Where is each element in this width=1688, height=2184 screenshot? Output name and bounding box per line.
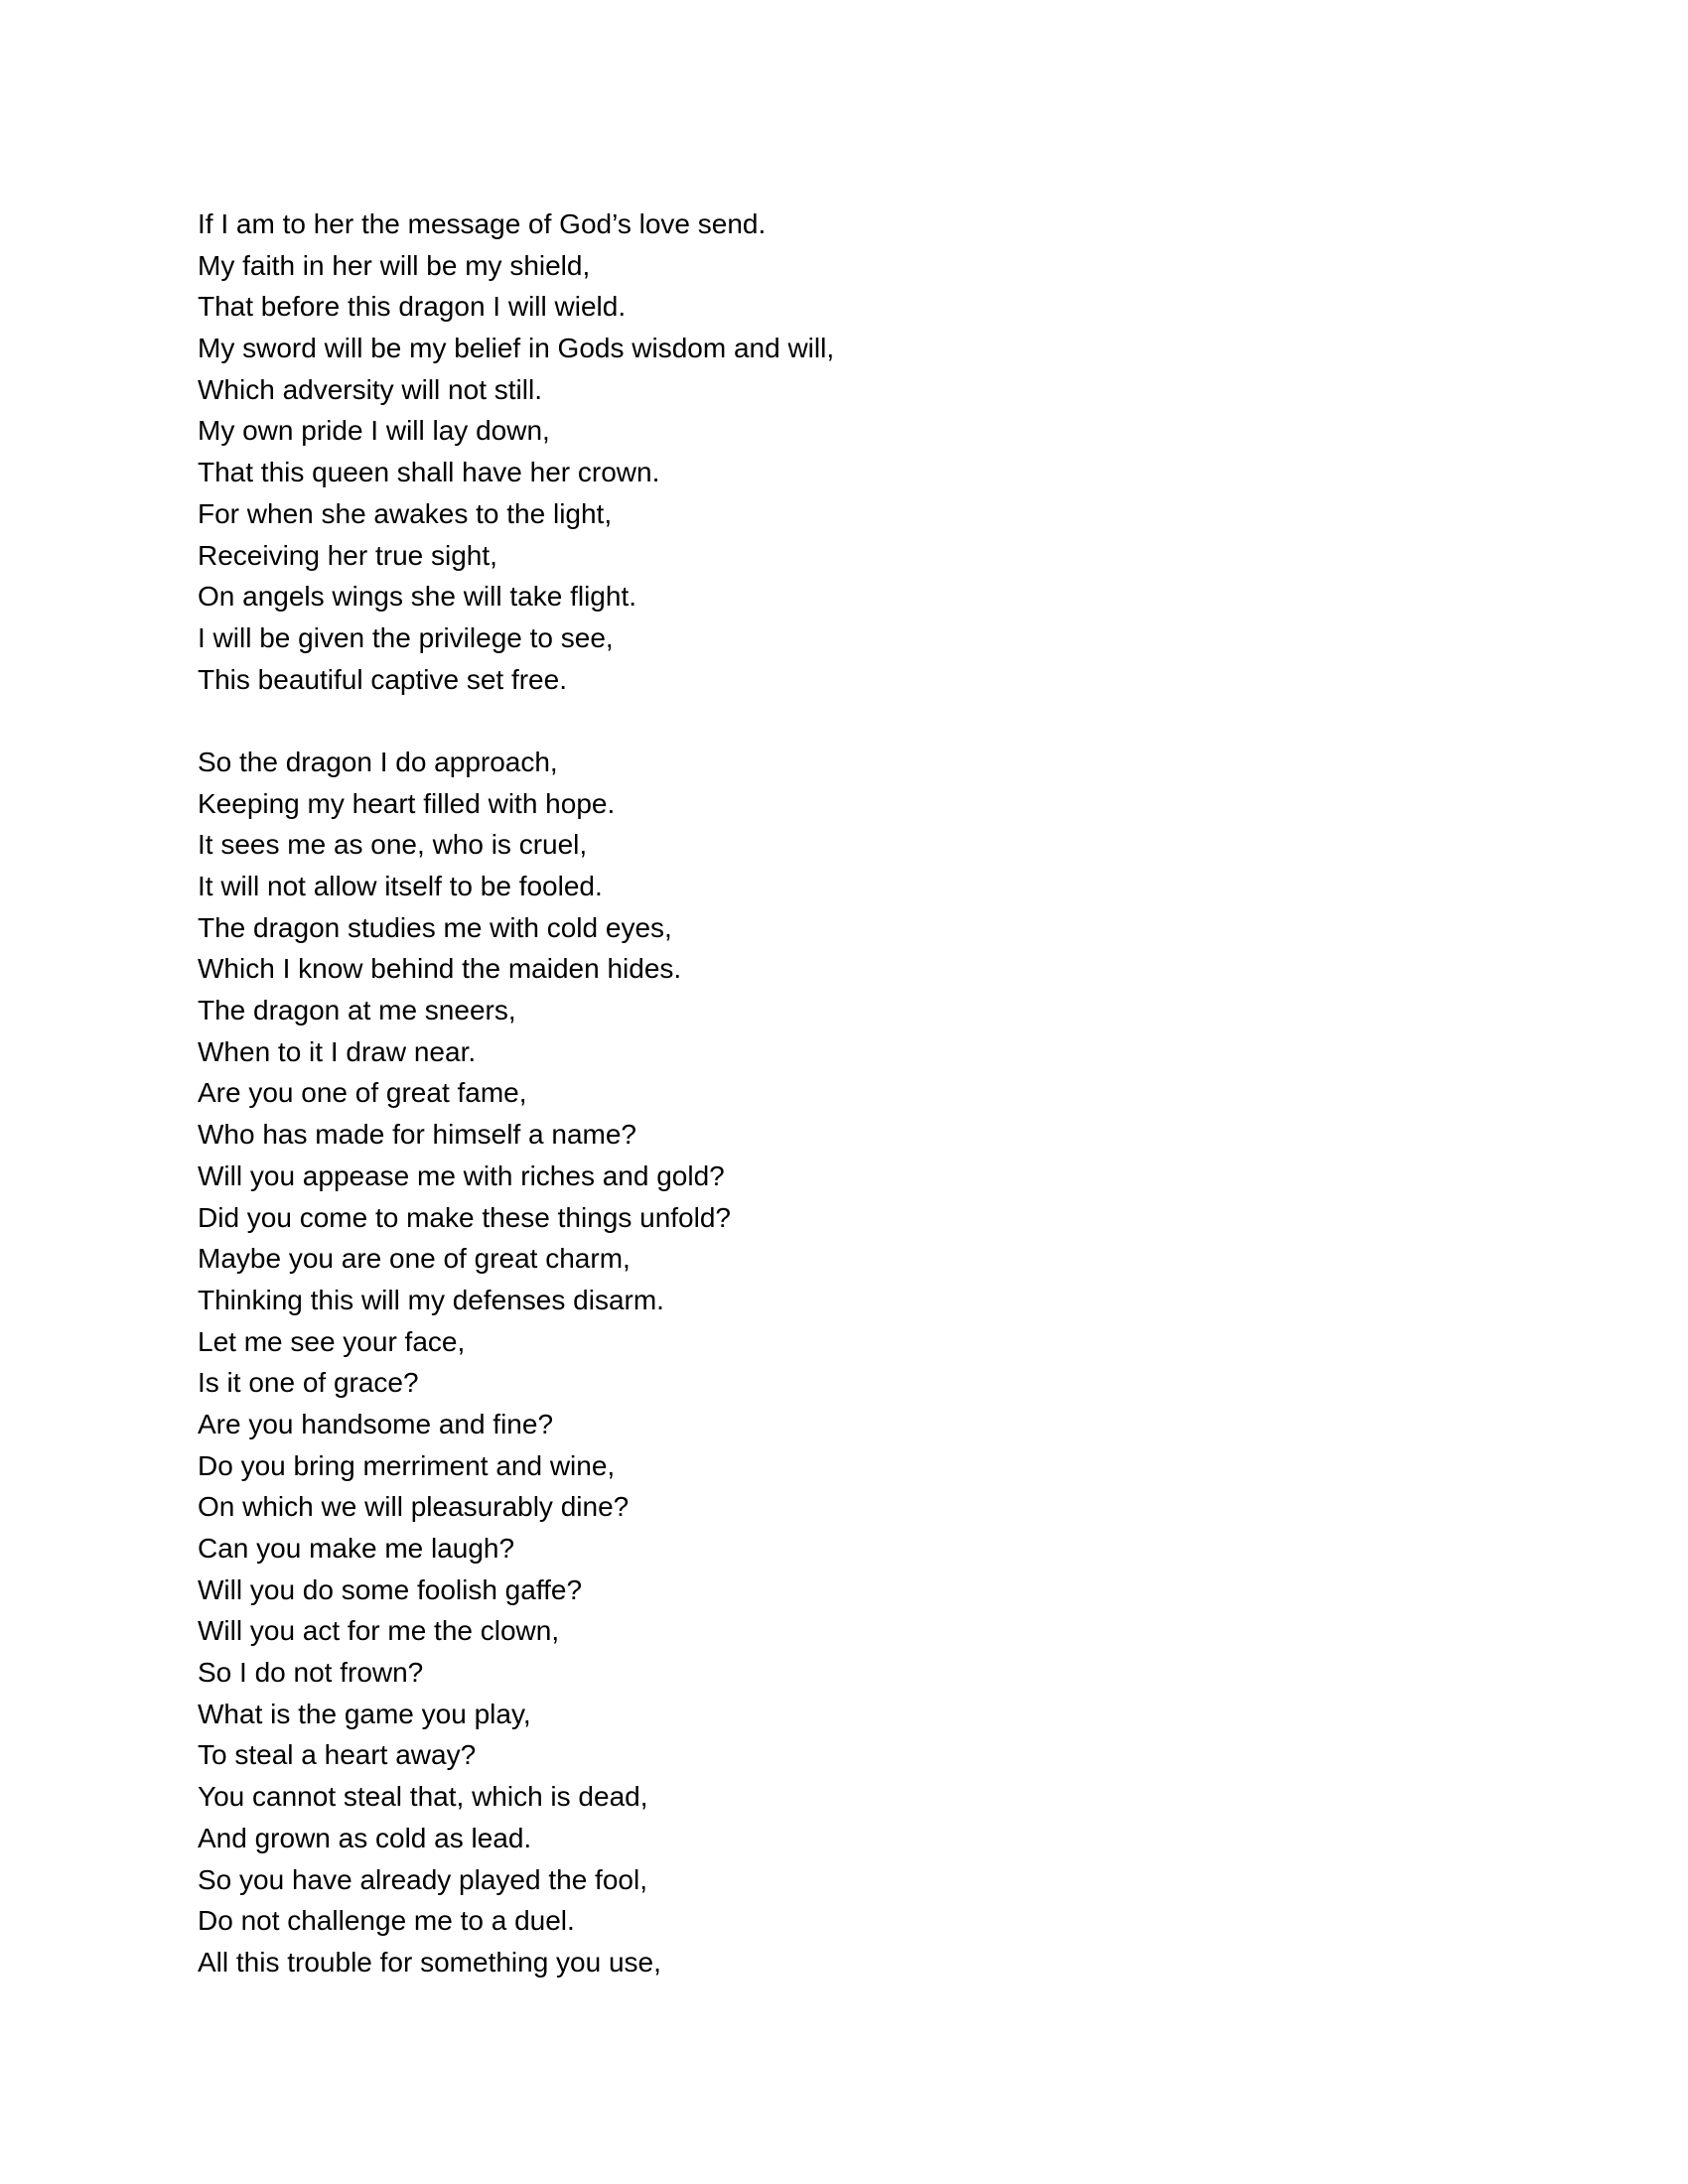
poem-line: What is the game you play, xyxy=(198,1698,531,1729)
poem-line: All this trouble for something you use, xyxy=(198,1946,661,1978)
poem-line: Receiving her true sight, xyxy=(198,539,497,571)
poem-line: If I am to her the message of God’s love send. xyxy=(198,208,767,239)
poem-line: I will be given the privilege to see, xyxy=(198,621,614,653)
poem-line: Can you make me laugh? xyxy=(198,1533,515,1564)
poem-line: That this queen shall have her crown. xyxy=(198,457,660,488)
poem-line: Will you do some foolish gaffe? xyxy=(198,1573,583,1605)
poem-line: Did you come to make these things unfold? xyxy=(198,1201,731,1233)
stanza-2 xyxy=(198,742,1488,1983)
poem-line: Do you bring merriment and wine, xyxy=(198,1449,616,1481)
poem-line: My own pride I will lay down, xyxy=(198,415,550,447)
poem-line: That before this dragon I will wield. xyxy=(198,291,627,323)
poem-line: So you have already played the fool, xyxy=(198,1863,647,1895)
poem-line: Thinking this will my defenses disarm. xyxy=(198,1284,664,1315)
poem-line: On angels wings she will take flight. xyxy=(198,581,636,613)
poem-body xyxy=(198,204,1488,1983)
poem-line: Keeping my heart filled with hope. xyxy=(198,787,616,819)
poem-line: Who has made for himself a name? xyxy=(198,1119,636,1151)
poem-line: This beautiful captive set free. xyxy=(198,663,567,695)
poem-line: On which we will pleasurably dine? xyxy=(198,1491,630,1523)
poem-line: The dragon at me sneers, xyxy=(198,995,516,1026)
poem-line: Will you appease me with riches and gold? xyxy=(198,1160,725,1191)
poem-line: Are you handsome and fine? xyxy=(198,1408,554,1439)
poem-line: The dragon studies me with cold eyes, xyxy=(198,911,672,943)
poem-line: My sword will be my belief in Gods wisdom and will, xyxy=(198,333,835,364)
poem-line: Let me see your face, xyxy=(198,1325,466,1357)
poem-line: For when she awakes to the light, xyxy=(198,497,613,529)
stanza-break xyxy=(198,700,1488,742)
poem-line: It will not allow itself to be fooled. xyxy=(198,871,603,901)
poem-line: To steal a heart away? xyxy=(198,1739,477,1771)
poem-line: And grown as cold as lead. xyxy=(198,1822,532,1853)
poem-line: When to it I draw near. xyxy=(198,1035,477,1067)
stanza-1 xyxy=(198,204,1488,700)
poem-line: You cannot steal that, which is dead, xyxy=(198,1781,648,1813)
poem-line: Do not challenge me to a duel. xyxy=(198,1905,575,1937)
poem-line: Which I know behind the maiden hides. xyxy=(198,953,682,985)
poem-line: So the dragon I do approach, xyxy=(198,746,558,777)
poem-line: It sees me as one, who is cruel, xyxy=(198,829,588,861)
poem-line: Maybe you are one of great charm, xyxy=(198,1243,631,1275)
poem-line: My faith in her will be my shield, xyxy=(198,249,591,281)
poem-line: Will you act for me the clown, xyxy=(198,1615,560,1647)
poem-line: So I do not frown? xyxy=(198,1657,424,1689)
poem-line: Which adversity will not still. xyxy=(198,373,542,405)
poem-line: Are you one of great fame, xyxy=(198,1077,527,1109)
poem-line: Is it one of grace? xyxy=(198,1367,419,1399)
